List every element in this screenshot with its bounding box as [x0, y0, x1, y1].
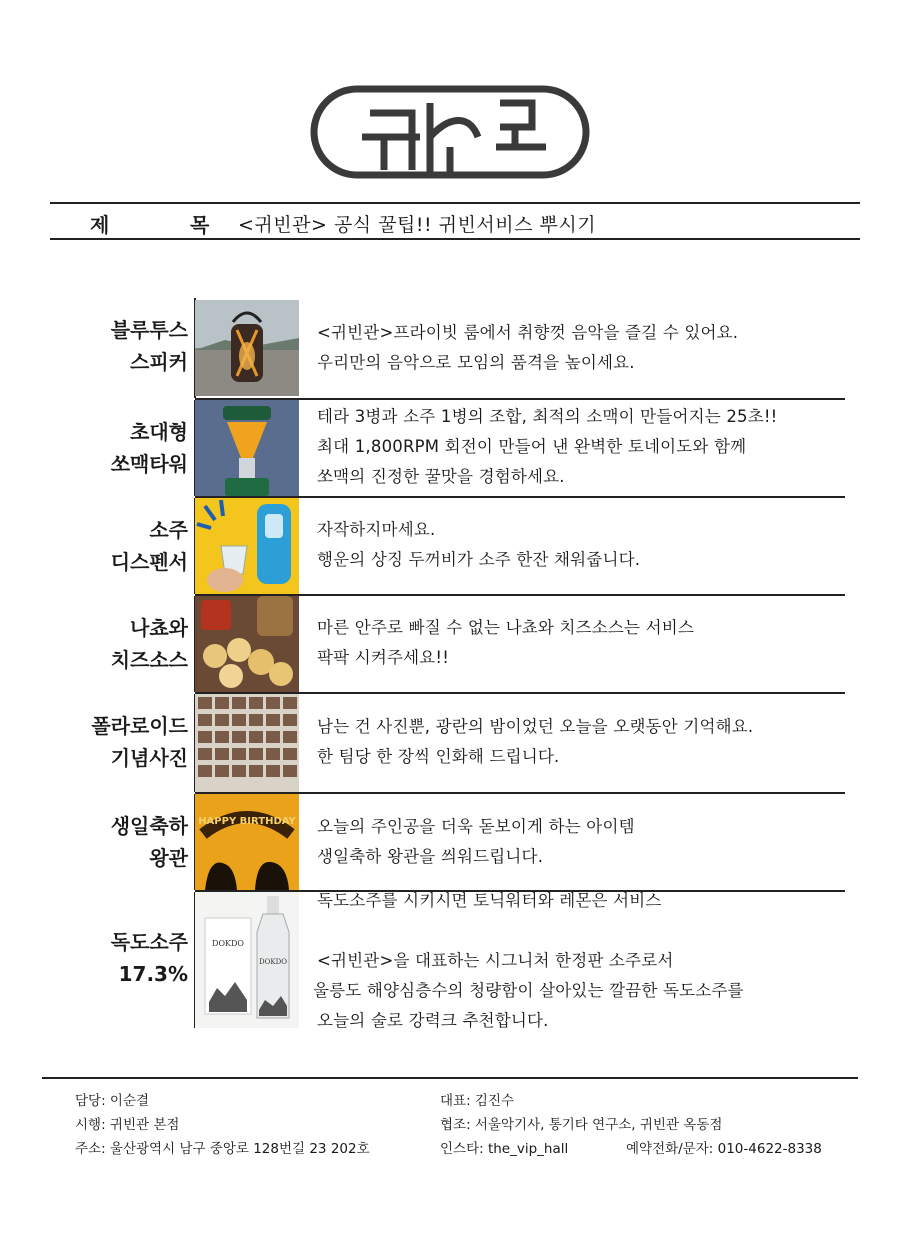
birthday-banner-text: HAPPY BIRTHDAY — [198, 816, 296, 827]
polaroid-photo — [195, 694, 299, 792]
row-label-line1: 나쵸와 — [130, 616, 188, 640]
description-line: <귀빈관>을 대표하는 시그니처 한정판 소주로서 — [317, 951, 674, 970]
row-label — [55, 416, 188, 480]
footer-reservation: 예약전화/문자: 010-4622-8338 — [626, 1141, 822, 1157]
row-label-line2: 치즈소스 — [110, 648, 188, 672]
row-label-line2: 17.3% — [118, 962, 188, 986]
service-row-polaroid — [55, 694, 845, 792]
description-line: 남는 건 사진뿐, 광란의 밤이었던 오늘을 오랫동안 기억해요. — [317, 717, 754, 736]
footer-separator — [42, 1077, 858, 1079]
soju-dispenser-photo — [195, 498, 299, 594]
bottle-label: DOKDO — [259, 958, 287, 966]
row-label-line1: 독도소주 — [110, 930, 188, 954]
service-row-somaek-tower — [55, 400, 845, 496]
description-line: 자작하지마세요. — [317, 520, 436, 539]
description-line: 마른 안주로 빠질 수 없는 나쵸와 치즈소스는 서비스 — [317, 618, 695, 637]
row-label-line1: 블루투스 — [110, 318, 188, 342]
row-label — [55, 926, 188, 990]
row-label-line2: 스피커 — [130, 350, 188, 374]
row-description — [317, 318, 738, 378]
footer-address: 주소: 울산광역시 남구 중앙로 128번길 23 202호 — [75, 1141, 370, 1157]
dokdo-soju-photo — [195, 892, 299, 1028]
row-label-line2: 왕관 — [149, 846, 188, 870]
description-line: 오늘의 술로 강력크 추천합니다. — [317, 1011, 549, 1030]
birthday-crown-photo — [195, 794, 299, 890]
description-line: 행운의 상징 두꺼비가 소주 한잔 채워줍니다. — [317, 550, 641, 569]
footer-cooperation: 협조: 서울악기사, 통기타 연구소, 귀빈관 옥동점 — [440, 1117, 723, 1133]
service-row-birthday-crown — [55, 794, 845, 890]
row-description — [317, 613, 694, 673]
document-title: <귀빈관> 공식 꿀팁!! 귀빈서비스 뿌시기 — [238, 214, 597, 236]
row-label-line1: 생일축하 — [110, 814, 188, 838]
nachos-photo — [195, 596, 299, 692]
row-description — [317, 402, 777, 492]
description-line: 독도소주를 시키시면 토닉워터와 레몬은 서비스 — [317, 891, 662, 910]
service-row-bluetooth — [55, 298, 845, 398]
row-label-line2: 기념사진 — [110, 746, 188, 770]
service-row-nachos — [55, 596, 845, 692]
row-label-line1: 초대형 — [130, 420, 188, 444]
row-description — [313, 886, 744, 1036]
footer-manager: 담당: 이순결 — [75, 1093, 150, 1109]
title-label-first: 제 — [90, 213, 110, 237]
row-label — [55, 612, 188, 676]
service-row-soju-dispenser — [55, 498, 845, 594]
row-description — [317, 515, 640, 575]
service-row-dokdo-soju — [55, 892, 845, 1028]
row-label — [55, 514, 188, 578]
brand-logo — [300, 75, 600, 195]
row-description — [317, 812, 635, 872]
description-line: 테라 3병과 소주 1병의 조합, 최적의 소맥이 만들어지는 25초!! — [317, 407, 778, 426]
row-label-line2: 쏘맥타워 — [110, 452, 188, 476]
bluetooth-speaker-photo — [195, 300, 299, 396]
description-line: 오늘의 주인공을 더욱 돋보이게 하는 아이템 — [317, 817, 635, 836]
description-line: 한 팀당 한 장씩 인화해 드립니다. — [317, 747, 560, 766]
box-label: DOKDO — [212, 939, 244, 948]
somaek-tower-photo — [195, 400, 299, 496]
description-line: <귀빈관>프라이빗 룸에서 취향껏 음악을 즐길 수 있어요. — [317, 323, 739, 342]
title-label-second: 목 — [190, 213, 210, 237]
description-line: 팍팍 시켜주세요!! — [317, 648, 450, 667]
row-description — [317, 712, 753, 772]
description-line: 울릉도 해양심층수의 청량함이 살아있는 깔끔한 독도소주를 — [313, 981, 744, 1000]
description-line: 쏘맥의 진정한 꿀맛을 경험하세요. — [317, 467, 565, 486]
footer-instagram: 인스타: the_vip_hall — [440, 1141, 569, 1157]
footer-ceo: 대표: 김진수 — [440, 1093, 515, 1109]
description-line: 생일축하 왕관을 씌워드립니다. — [317, 847, 544, 866]
description-line — [317, 916, 744, 946]
description-line: 최대 1,800RPM 회전이 만들어 낸 완벽한 토네이도와 함께 — [317, 437, 747, 456]
row-label — [55, 810, 188, 874]
row-label — [55, 314, 188, 378]
row-label — [55, 710, 188, 774]
row-label-line1: 소주 — [149, 518, 188, 542]
footer-operator: 시행: 귀빈관 본점 — [75, 1117, 180, 1133]
description-line: 우리만의 음악으로 모임의 품격을 높이세요. — [317, 353, 635, 372]
row-label-line1: 폴라로이드 — [91, 714, 188, 738]
row-label-line2: 디스펜서 — [110, 550, 188, 574]
title-bar — [50, 202, 860, 240]
